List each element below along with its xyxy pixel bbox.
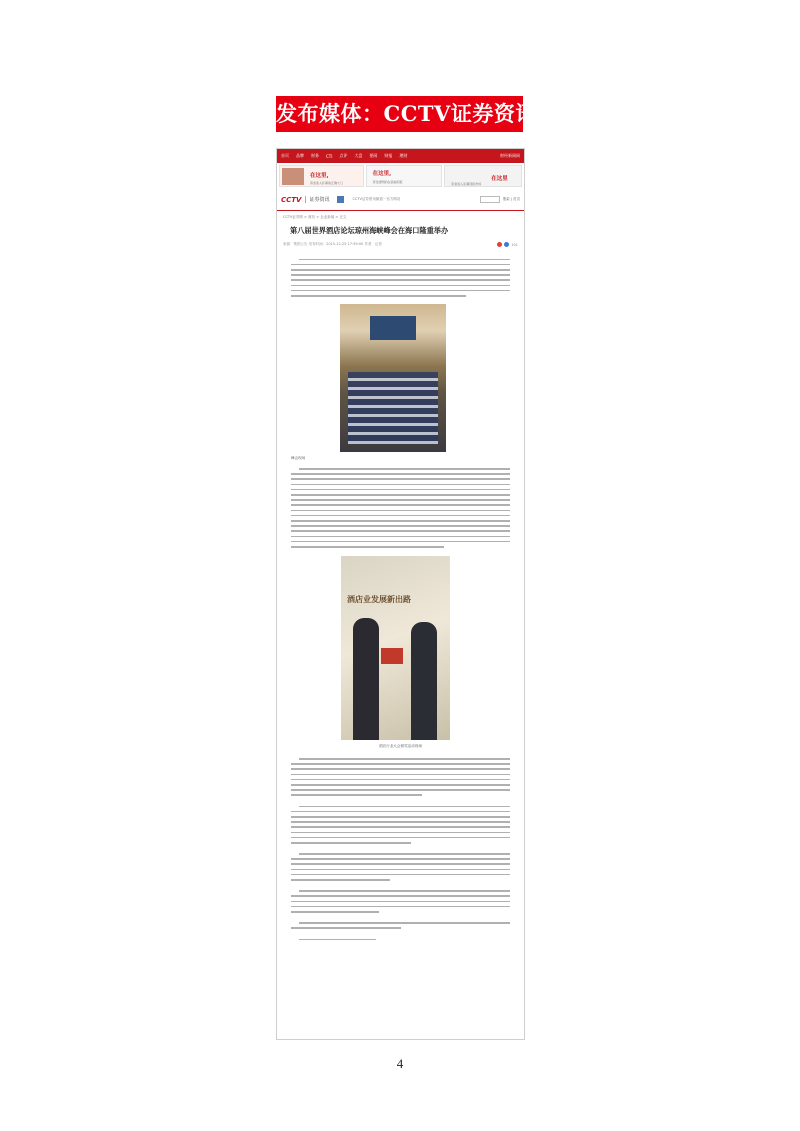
- weibo-share-icon[interactable]: [497, 242, 502, 247]
- nav-item[interactable]: 财务: [311, 153, 319, 158]
- certificate: [381, 648, 403, 664]
- page-number: 4: [396, 1056, 404, 1071]
- article-paragraph: [277, 796, 524, 844]
- stage-screen: [370, 316, 416, 340]
- article-paragraph: [277, 844, 524, 881]
- ad-banner[interactable]: [444, 165, 522, 187]
- article-title: 第八届世界酒店论坛琼州海峡峰会在海口隆重举办: [290, 226, 449, 235]
- site-top-nav: [277, 149, 524, 163]
- channel-icon: [337, 196, 344, 203]
- nav-item[interactable]: 理财: [399, 153, 408, 158]
- nav-item[interactable]: 品牌: [296, 153, 304, 158]
- article-paragraph: [277, 881, 524, 913]
- site-header: [277, 189, 524, 211]
- nav-item[interactable]: 要闻: [369, 153, 378, 158]
- article-paragraph: [277, 247, 524, 297]
- share-bar: [497, 242, 518, 247]
- media-banner: 发布媒体：CCTV证券资讯: [276, 96, 523, 132]
- article-meta: [277, 236, 524, 247]
- nav-item[interactable]: 点评: [339, 153, 348, 158]
- ad-strip: [277, 163, 524, 189]
- nav-item[interactable]: CTI: [326, 153, 333, 159]
- nav-item[interactable]: 大盘: [354, 153, 363, 158]
- nav-item[interactable]: 财报: [384, 153, 393, 158]
- ad-headline: 在这里,: [310, 173, 329, 179]
- nav-right-link[interactable]: 财经新闻网: [500, 153, 520, 158]
- ad-headline: 在这里,: [372, 171, 392, 177]
- ad-banner[interactable]: [279, 165, 364, 187]
- ad-banner[interactable]: [366, 165, 443, 187]
- site-brand: 证券资讯: [305, 196, 329, 203]
- header-links[interactable]: 搜索 | 首页: [502, 197, 520, 201]
- presenter-figure: [353, 618, 379, 740]
- photo-caption: 峰会现场: [291, 455, 306, 460]
- article-paragraph: [277, 749, 524, 797]
- article-paragraph: [277, 913, 524, 929]
- ad-subtext: 资金流入私募的正确大门: [310, 181, 344, 185]
- ad-subtext: 资金透明的在高端回报: [372, 180, 403, 184]
- article-meta-text: 来源：集团公告 发布时间：2015-12-25 17:59:00 作者：记者: [283, 242, 382, 246]
- site-logo[interactable]: CCTV: [281, 195, 302, 204]
- ad-image: [282, 168, 304, 185]
- share-count: 101: [511, 242, 518, 247]
- ad-headline: 在这里: [491, 176, 508, 182]
- search-input[interactable]: [480, 196, 500, 203]
- ad-subtext: 资金流入私募回报市场: [451, 182, 482, 186]
- breadcrumb[interactable]: CCTV证券网 > 财经 > 企业新闻 > 正文: [283, 215, 347, 219]
- article-paragraph: [277, 461, 524, 548]
- recipient-figure: [411, 622, 437, 740]
- conference-photo: [340, 304, 446, 452]
- audience-tables: [348, 372, 438, 444]
- site-slogan: CCTV证券资讯频道一官方网站: [352, 197, 401, 201]
- header-right: [480, 196, 520, 203]
- article-paragraph: [277, 929, 524, 940]
- share-icon[interactable]: [504, 242, 509, 247]
- award-photo: [341, 556, 450, 740]
- backdrop-title: 酒店业发展新出路: [347, 593, 411, 604]
- photo-caption: 酒店行业大会颁奖活动现场: [378, 743, 423, 748]
- nav-item[interactable]: 首页: [281, 153, 289, 158]
- article-screenshot: [276, 148, 525, 1040]
